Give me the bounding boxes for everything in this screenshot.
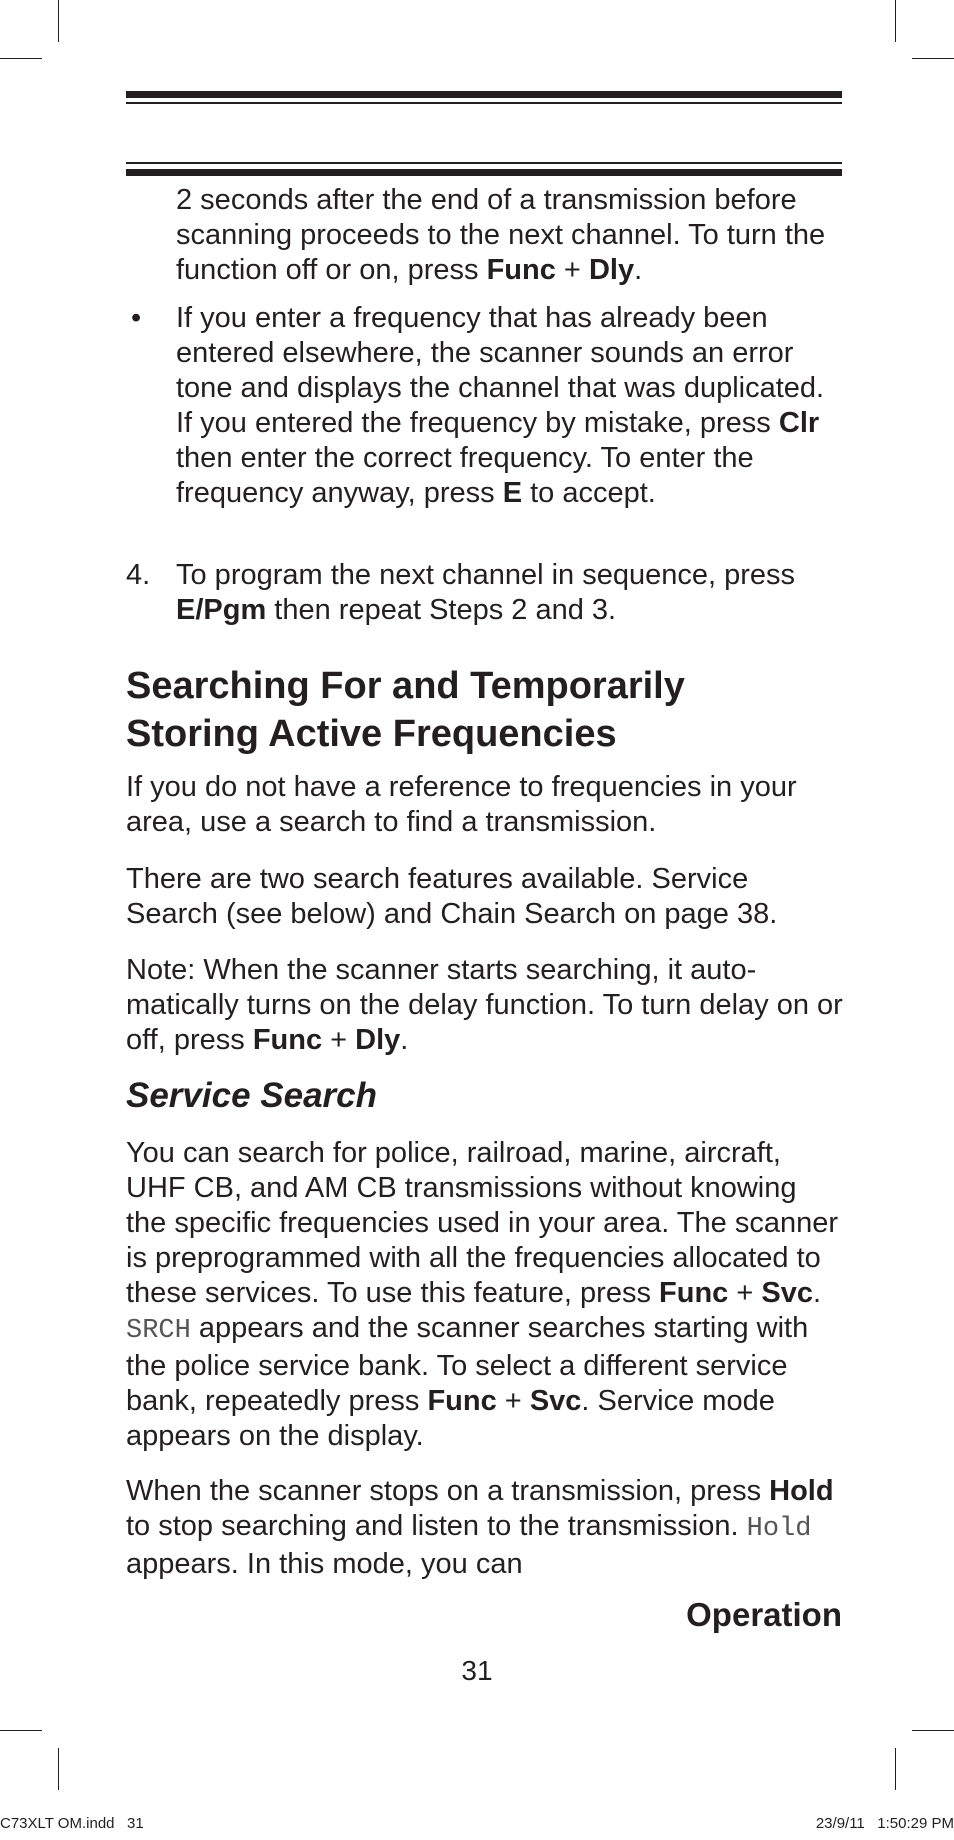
note-paragraph: [126, 953, 844, 1058]
paragraph-text: You can search for police, railroad, marine, aircraft, UHF CB, and AM CB transmissions without knowing the specific frequencies used in your area. The scanner is preprogrammed with all the frequencies allocated to these services. To use this feature, press: [126, 1137, 838, 1309]
search-features-paragraph: There are two search features available. Service Search (see below) and Chain Search on page 38.: [126, 863, 778, 930]
crop-mark-bottom-right-horizontal: [912, 1730, 954, 1731]
plus-sign: +: [555, 254, 589, 286]
crop-mark-bottom-left-vertical: [58, 1748, 59, 1790]
step-text: To program the next channel in sequence, press: [176, 559, 796, 591]
crop-mark-top-left-vertical: [58, 0, 59, 42]
func-key-label: Func: [252, 1024, 323, 1056]
plus-sign: +: [496, 1385, 530, 1417]
slug-left: C73XLT OM.indd 31: [0, 1815, 144, 1832]
paragraph-text: appears and the scanner searches starting with the police service bank. To select a different service bank, repeatedly press: [126, 1312, 809, 1417]
epgm-key-label: E/Pgm: [176, 594, 267, 626]
step-text-end: then repeat Steps 2 and 3.: [266, 594, 617, 626]
header-rule-thin: [126, 102, 842, 104]
crop-mark-top-left-horizontal: [0, 58, 42, 59]
bullet-paragraph: [176, 301, 844, 511]
period: .: [634, 254, 643, 286]
continuation-paragraph: [176, 183, 844, 288]
section-heading: Searching For and Temporarily Storing Active Frequencies: [126, 665, 685, 755]
subsection-heading: Service Search: [126, 1076, 378, 1115]
bullet-text-end: to accept.: [522, 477, 656, 509]
header-rule-thick: [126, 91, 842, 98]
step-4-paragraph: [176, 558, 844, 628]
bullet-text: If you enter a frequency that has already been entered elsewhere, the scanner sounds an error tone and displays the channel that was duplicated. If you entered the frequency by mistake, press: [176, 302, 825, 439]
paragraph-text: .: [812, 1277, 822, 1309]
func-key-label: Func: [427, 1385, 497, 1417]
bullet-marker: •: [131, 302, 142, 334]
slug-right: 23/9/11 1:50:29 PM: [815, 1815, 954, 1832]
page-number: 31: [461, 1655, 493, 1686]
display-text-hold: Hold: [746, 1514, 812, 1544]
bullet-text-middle: then enter the correct frequency. To enter the frequency anyway, press: [176, 442, 754, 509]
e-key-label: E: [502, 477, 523, 509]
func-key-label: Func: [486, 254, 556, 286]
dly-key-label: Dly: [355, 1024, 401, 1056]
step-number: 4.: [126, 559, 151, 591]
paragraph-text: . Service mode appears on the display.: [126, 1385, 775, 1452]
intro-paragraph: If you do not have a reference to frequencies in your area, use a search to find a transmission.: [126, 771, 797, 838]
hold-key-label: Hold: [769, 1475, 834, 1507]
crop-mark-top-right-vertical: [895, 0, 896, 42]
section-rule-thick: [126, 169, 842, 176]
crop-mark-bottom-right-vertical: [895, 1748, 896, 1790]
period: .: [400, 1024, 409, 1056]
crop-mark-bottom-left-horizontal: [0, 1730, 42, 1731]
hold-paragraph: [126, 1474, 844, 1582]
continuation-text: 2 seconds after the end of a transmission before scanning proceeds to the next channel. To turn the function off or on, press: [176, 184, 826, 286]
plus-sign: +: [322, 1024, 356, 1056]
clr-key-label: Clr: [778, 407, 820, 439]
paragraph-text: When the scanner stops on a transmission, press: [126, 1475, 770, 1507]
svc-key-label: Svc: [529, 1385, 582, 1417]
plus-sign: +: [728, 1277, 762, 1309]
crop-mark-top-right-horizontal: [912, 58, 954, 59]
func-key-label: Func: [659, 1277, 729, 1309]
running-footer: Operation: [686, 1596, 842, 1633]
svc-key-label: Svc: [761, 1277, 813, 1309]
display-text-srch: SRCH: [126, 1316, 191, 1346]
service-search-paragraph: [126, 1136, 844, 1454]
dly-key-label: Dly: [588, 254, 635, 286]
note-text: Note: When the scanner starts searching, it auto-matically turns on the delay function. To turn delay on or off, press: [126, 954, 843, 1056]
section-rule-thin: [126, 162, 842, 164]
paragraph-text: to stop searching and listen to the transmission.: [126, 1510, 747, 1542]
paragraph-text: appears. In this mode, you can: [126, 1548, 523, 1580]
